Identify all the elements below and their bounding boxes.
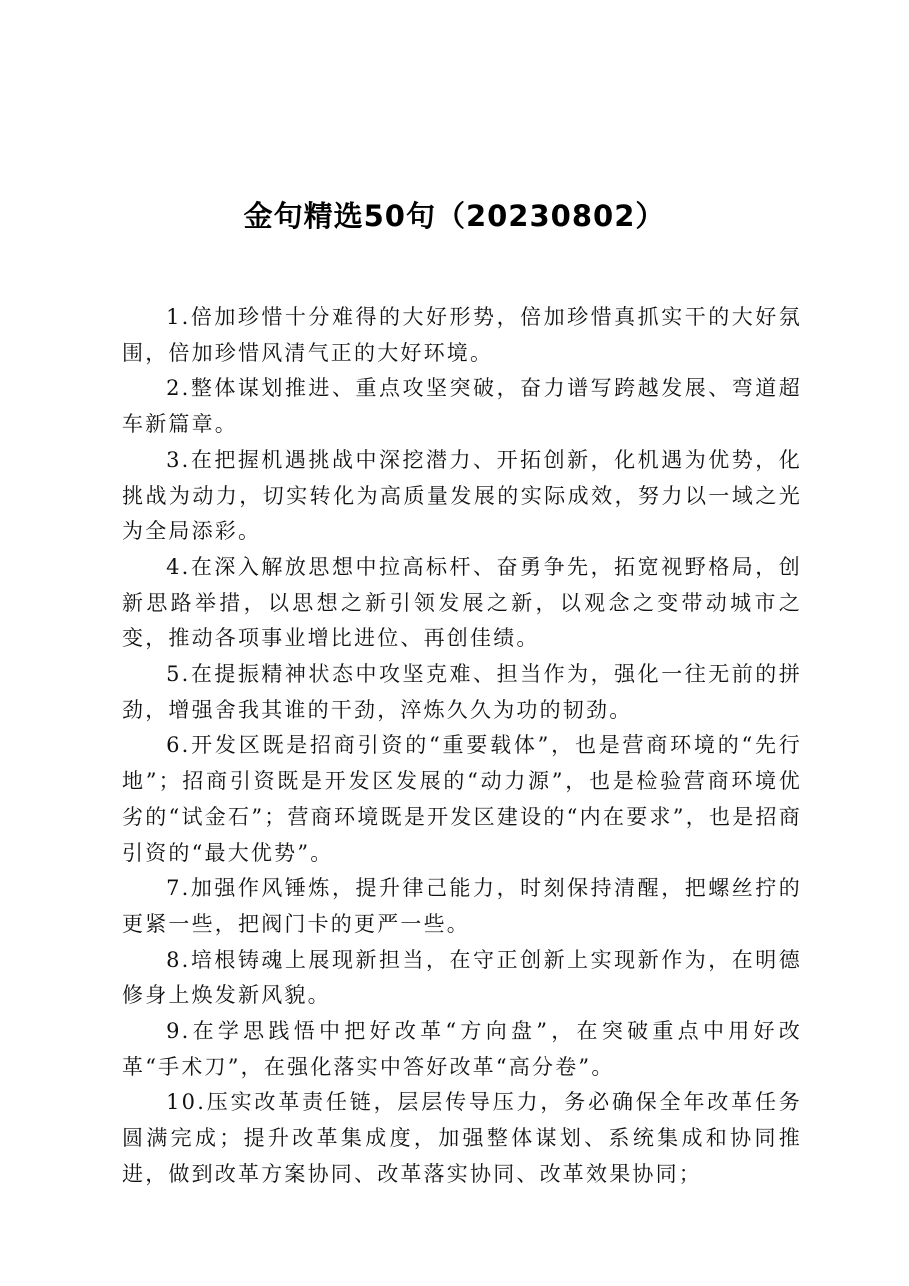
paragraph-1: 1.倍加珍惜十分难得的大好形势，倍加珍惜真抓实干的大好氛围，倍加珍惜风清气正的大好环境。 <box>122 305 802 365</box>
paragraph-8: 8.培根铸魂上展现新担当，在守正创新上实现新作为，在明德修身上焕发新风貌。 <box>122 947 802 1008</box>
paragraph-2: 2.整体谋划推进、重点攻坚突破，奋力谱写跨越发展、弯道超车新篇章。 <box>122 376 802 437</box>
paragraph-9: 9.在学思践悟中把好改革“方向盘”，在突破重点中用好改革“手术刀”，在强化落实中答好改革“高分卷”。 <box>122 1019 802 1079</box>
paragraph-5: 5.在提振精神状态中攻坚克难、担当作为，强化一往无前的拼劲，增强舍我其谁的干劲，淬炼久久为功的韧劲。 <box>122 662 802 722</box>
paragraph-10: 10.压实改革责任链，层层传导压力，务必确保全年改革任务圆满完成；提升改革集成度，加强整体谋划、系统集成和协同推进，做到改革方案协同、改革落实协同、改革效果协同； <box>122 1090 802 1186</box>
paragraph-3: 3.在把握机遇挑战中深挖潜力、开拓创新，化机遇为优势，化挑战为动力，切实转化为高质量发展的实际成效，努力以一域之光为全局添彩。 <box>122 447 802 544</box>
paragraph-6: 6.开发区既是招商引资的“重要载体”，也是营商环境的“先行地”；招商引资既是开发区发展的“动力源”，也是检验营商环境优劣的“试金石”；营商环境既是开发区建设的“内在要求”，也是招商引资的“最大优势”。 <box>122 733 802 865</box>
paragraph-7: 7.加强作风锤炼，提升律己能力，时刻保持清醒，把螺丝拧的更紧一些，把阀门卡的更严一些。 <box>122 876 802 936</box>
paragraph-4: 4.在深入解放思想中拉高标杆、奋勇争先，拓宽视野格局，创新思路举措，以思想之新引领发展之新，以观念之变带动城市之变，推动各项事业增比进位、再创佳绩。 <box>122 554 802 651</box>
document-title: 金句精选50句（20230802） <box>243 199 666 233</box>
document-body <box>122 300 802 1193</box>
